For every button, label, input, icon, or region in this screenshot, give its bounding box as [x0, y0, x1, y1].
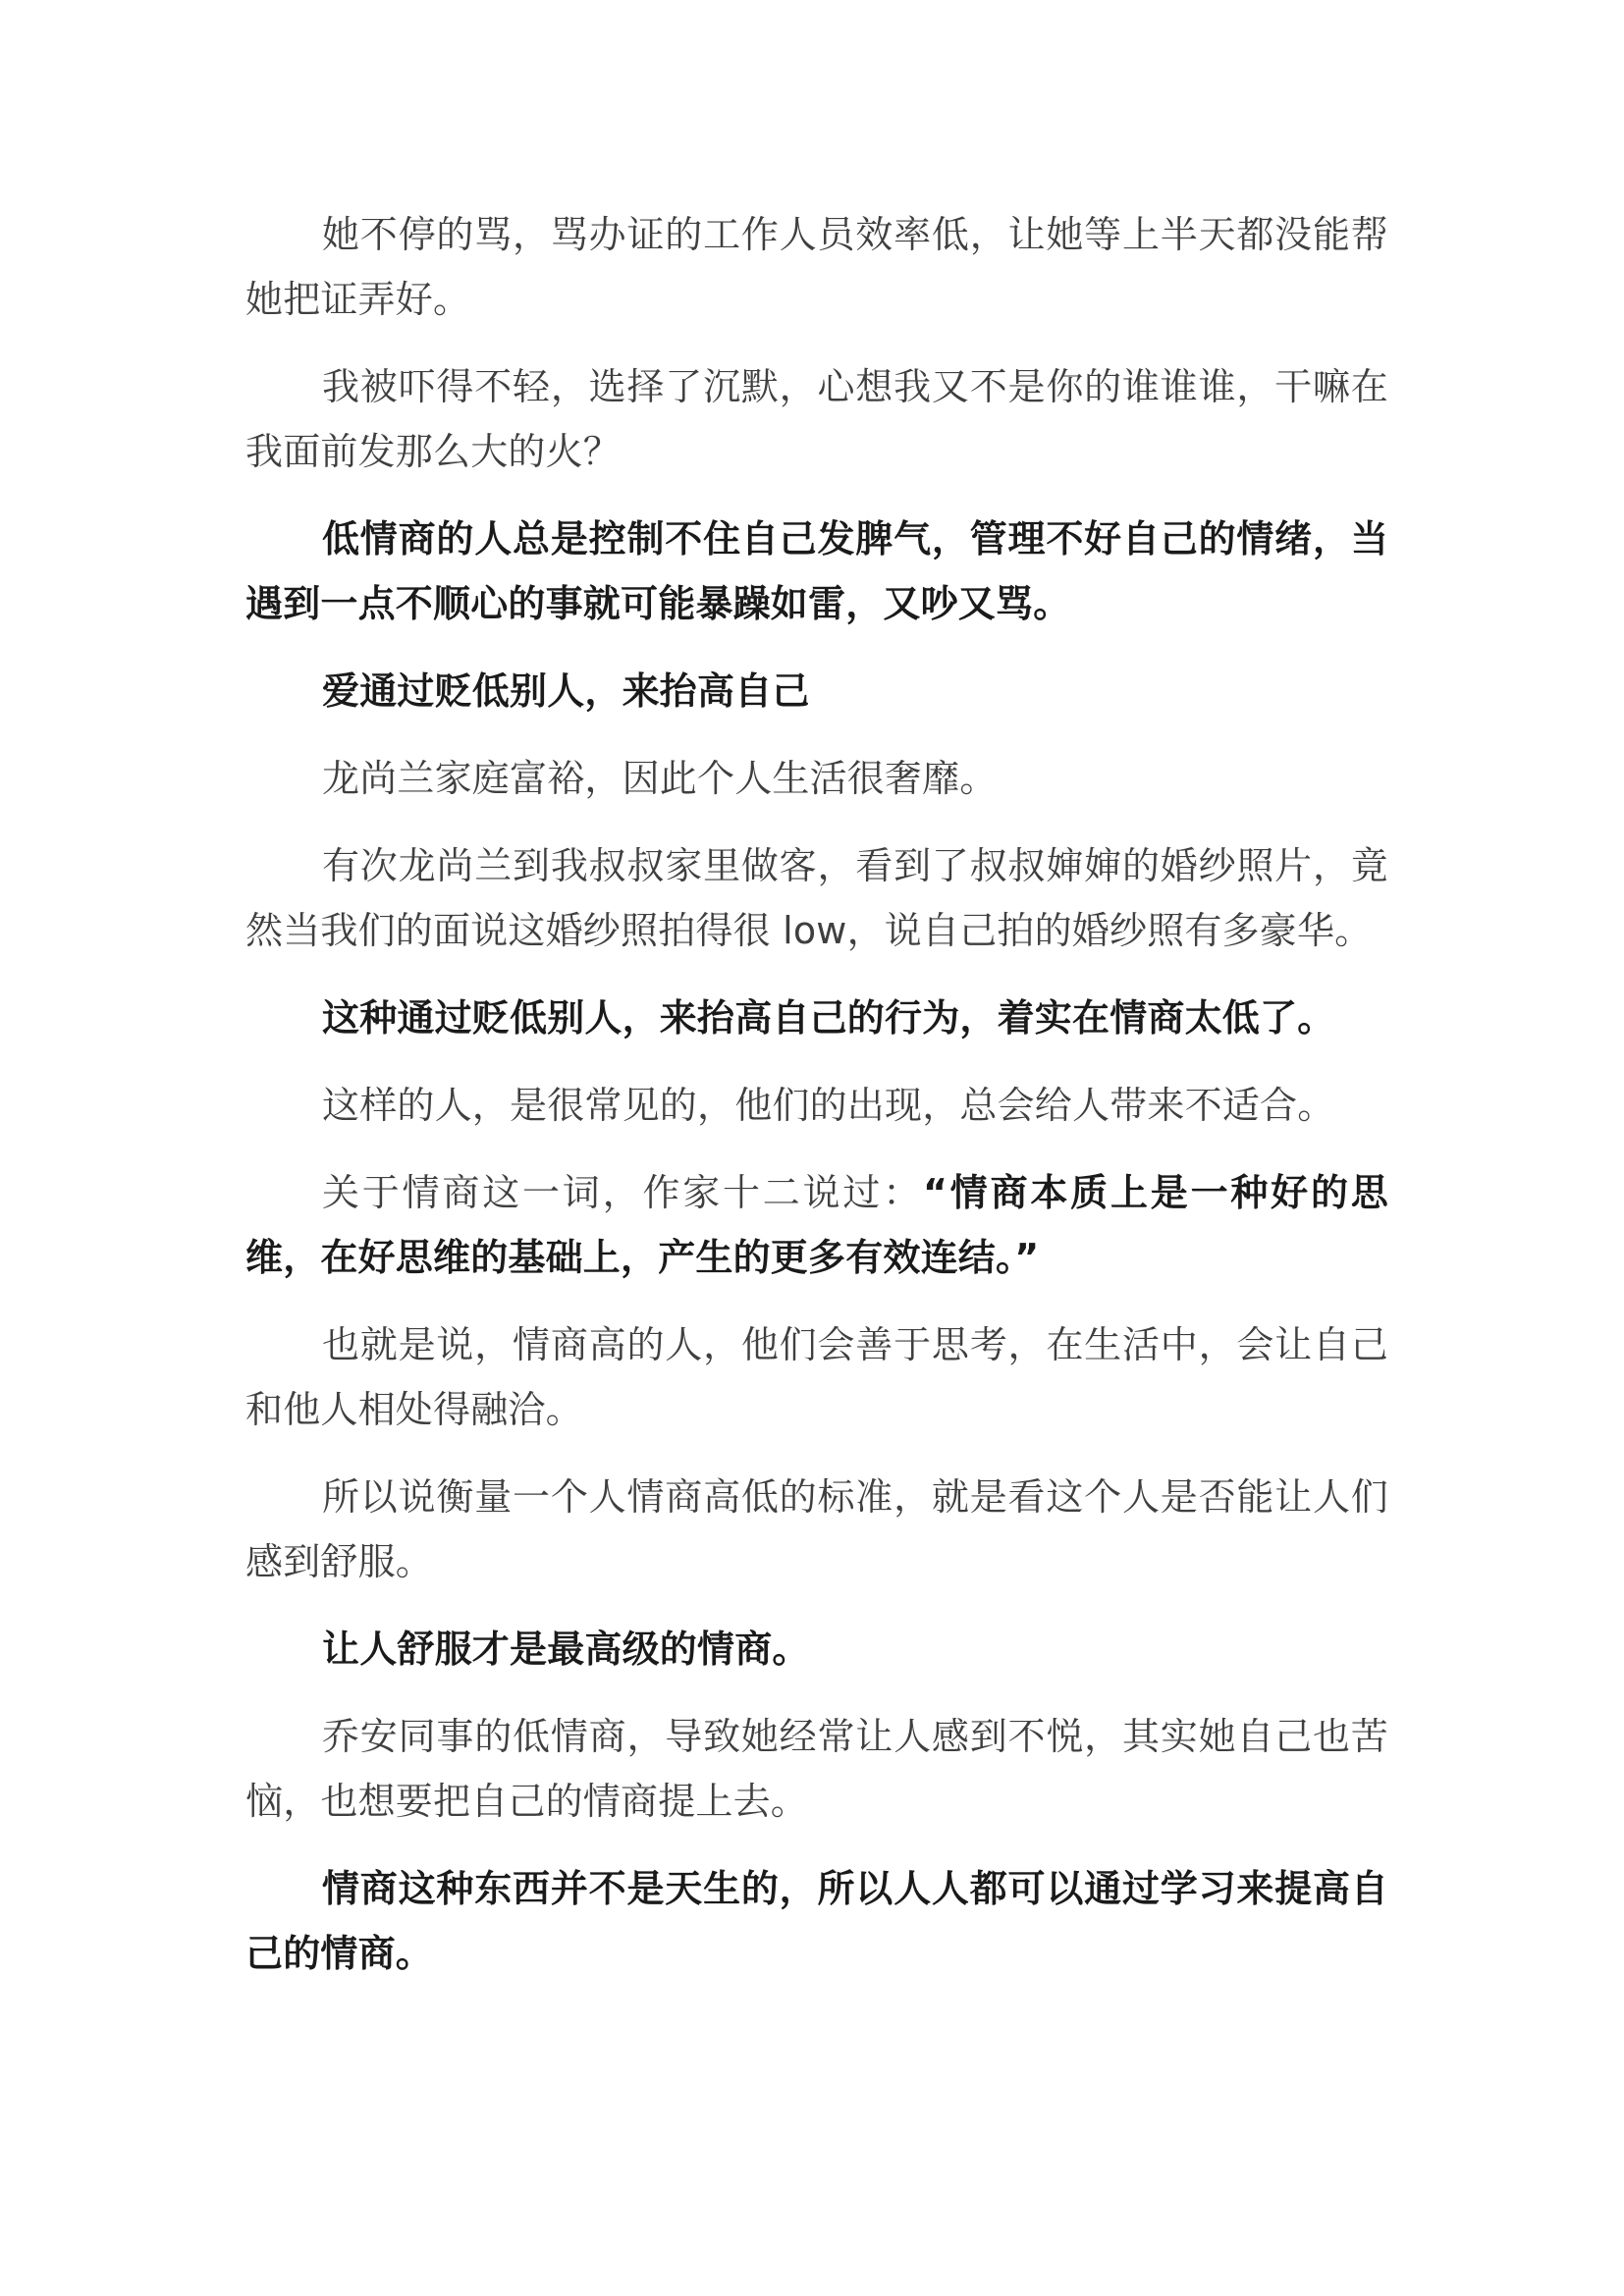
paragraph: 乔安同事的低情商，导致她经常让人感到不悦，其实她自己也苦恼，也想要把自己的情商提上去。 [245, 1715, 1388, 1823]
paragraph: 这样的人，是很常见的，他们的出现，总会给人带来不适合。 [322, 1084, 1335, 1127]
paragraph: 也就是说，情商高的人，他们会善于思考，在生活中，会让自己和他人相处得融洽。 [245, 1323, 1388, 1431]
bold-paragraph: 情商这种东西并不是天生的，所以人人都可以通过学习来提高自己的情商。 [245, 1867, 1388, 1975]
section-heading: 爱通过贬低别人，来抬高自己 [322, 669, 810, 713]
paragraph: 我被吓得不轻，选择了沉默，心想我又不是你的谁谁谁，干嘛在我面前发那么大的火？ [245, 365, 1388, 473]
paragraph: 她不停的骂，骂办证的工作人员效率低，让她等上半天都没能帮她把证弄好。 [245, 213, 1388, 321]
bold-paragraph: 低情商的人总是控制不住自己发脾气，管理不好自己的情绪，当遇到一点不顺心的事就可能暴躁如雷，又吵又骂。 [245, 517, 1388, 625]
quote-paragraph [245, 1160, 1388, 1290]
paragraph: 龙尚兰家庭富裕，因此个人生活很奢靡。 [322, 757, 998, 800]
paragraph: 有次龙尚兰到我叔叔家里做客，看到了叔叔婶婶的婚纱照片，竟然当我们的面说这婚纱照拍得很 low，说自己拍的婚纱照有多豪华。 [245, 844, 1388, 952]
paragraph: 所以说衡量一个人情商高低的标准，就是看这个人是否能让人们感到舒服。 [245, 1475, 1388, 1583]
document-body [245, 202, 1388, 2008]
quote-intro: 关于情商这一词，作家十二说过： [322, 1171, 923, 1214]
bold-paragraph: 这种通过贬低别人，来抬高自己的行为，着实在情商太低了。 [322, 996, 1335, 1040]
bold-paragraph: 让人舒服才是最高级的情商。 [322, 1628, 810, 1671]
quote-text: “情商本质上是一种好的思维，在好思维的基础上，产生的更多有效连结。” [245, 1171, 1388, 1279]
